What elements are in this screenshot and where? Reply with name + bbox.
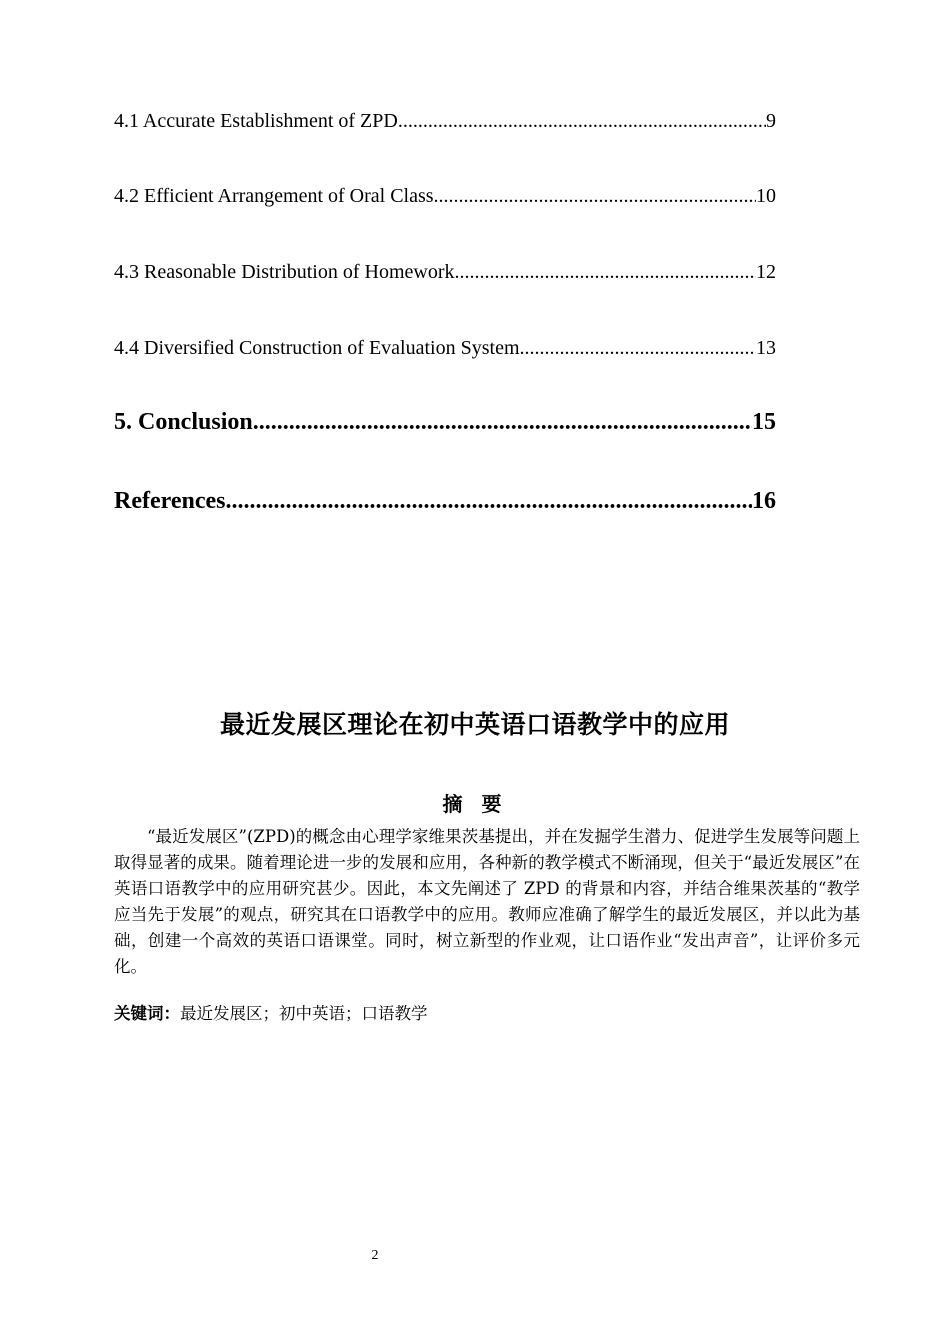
toc-dot-leader — [455, 261, 757, 284]
keywords-line — [114, 1001, 428, 1027]
toc-entry-label: 4.4 Diversified Construction of Evaluation System — [114, 337, 520, 359]
toc-dot-leader — [520, 337, 757, 360]
toc-entry-page: 9 — [766, 110, 776, 132]
toc-dot-leader — [226, 488, 753, 515]
toc-entry-page: 15 — [752, 409, 776, 435]
toc-entry-4-4[interactable] — [114, 337, 776, 360]
toc-entry-label: 4.3 Reasonable Distribution of Homework — [114, 261, 455, 283]
page-number: 2 — [371, 1248, 379, 1263]
toc-dot-leader — [398, 110, 766, 133]
toc-entry-page: 16 — [752, 488, 776, 514]
chinese-title: 最近发展区理论在初中英语口语教学中的应用 — [219, 710, 730, 739]
toc-entry-page: 12 — [756, 261, 776, 283]
toc-entry-references[interactable] — [114, 488, 776, 515]
toc-entry-4-2[interactable] — [114, 185, 776, 208]
toc-entry-label: 4.1 Accurate Establishment of ZPD — [114, 110, 398, 132]
toc-entry-label: References — [114, 488, 226, 514]
toc-entry-label: 5. Conclusion — [114, 409, 253, 435]
toc-entry-4-1[interactable] — [114, 110, 776, 133]
toc-entry-page: 10 — [756, 185, 776, 207]
toc-dot-leader — [434, 185, 756, 208]
keywords-text: 最近发展区；初中英语；口语教学 — [180, 1004, 428, 1023]
toc-entry-4-3[interactable] — [114, 261, 776, 284]
toc-dot-leader — [253, 409, 752, 436]
toc-entry-label: 4.2 Efficient Arrangement of Oral Class — [114, 185, 434, 207]
toc-entry-page: 13 — [756, 337, 776, 359]
abstract-body: “最近发展区”(ZPD)的概念由心理学家维果茨基提出，并在发掘学生潜力、促进学生发展等问题上取得显著的成果。随着理论进一步的发展和应用，各种新的教学模式不断涌现，但关于“最近发展区”在英语口语教学中的应用研究甚少。因此，本文先阐述了 ZPD 的背景和内容，并结合维果茨基的“教学应当先于发展”的观点，研究其在口语教学中的应用。教师应准确了解学生的最近发展区，并以此为基础，创建一个高效的英语口语课堂。同时，树立新型的作业观，让口语作业“发出声音”，让评价多元化。 — [114, 827, 860, 976]
keywords-label: 关键词： — [114, 1004, 180, 1023]
abstract-heading: 摘 要 — [442, 792, 508, 816]
toc-entry-conclusion[interactable] — [114, 409, 776, 436]
